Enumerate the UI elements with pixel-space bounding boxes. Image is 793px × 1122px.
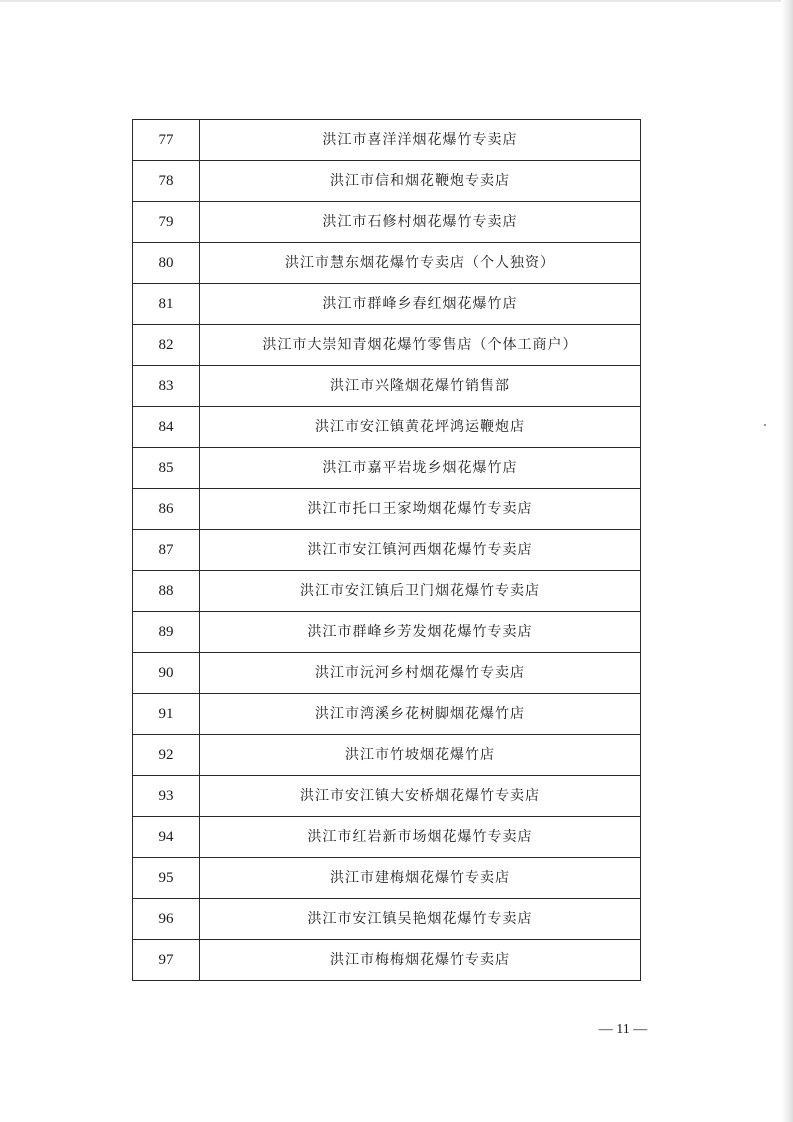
row-number: 82 [133,325,200,366]
table-row [133,202,641,243]
scan-speck [764,424,766,426]
store-name: 洪江市喜洋洋烟花爆竹专卖店 [200,120,641,161]
row-number: 94 [133,817,200,858]
store-name: 洪江市湾溪乡花树脚烟花爆竹店 [200,694,641,735]
row-number: 84 [133,407,200,448]
table-row [133,940,641,981]
table-row [133,735,641,776]
table-row [133,858,641,899]
store-name: 洪江市石修村烟花爆竹专卖店 [200,202,641,243]
row-number: 78 [133,161,200,202]
store-name: 洪江市安江镇大安桥烟花爆竹专卖店 [200,776,641,817]
row-number: 96 [133,899,200,940]
row-number: 85 [133,448,200,489]
table-row [133,366,641,407]
row-number: 77 [133,120,200,161]
table-row [133,530,641,571]
row-number: 95 [133,858,200,899]
table-row [133,653,641,694]
store-name: 洪江市信和烟花鞭炮专卖店 [200,161,641,202]
table-row [133,120,641,161]
row-number: 86 [133,489,200,530]
store-name: 洪江市嘉平岩垅乡烟花爆竹店 [200,448,641,489]
table-row [133,407,641,448]
page-number: — 11 — [598,1022,648,1037]
store-name: 洪江市兴隆烟花爆竹销售部 [200,366,641,407]
row-number: 90 [133,653,200,694]
store-name: 洪江市安江镇河西烟花爆竹专卖店 [200,530,641,571]
store-name: 洪江市沅河乡村烟花爆竹专卖店 [200,653,641,694]
table-row [133,899,641,940]
row-number: 97 [133,940,200,981]
store-name: 洪江市梅梅烟花爆竹专卖店 [200,940,641,981]
table-row [133,694,641,735]
table-row [133,161,641,202]
table-row [133,612,641,653]
store-name: 洪江市托口王家坳烟花爆竹专卖店 [200,489,641,530]
store-name: 洪江市建梅烟花爆竹专卖店 [200,858,641,899]
table-row [133,448,641,489]
table-row [133,284,641,325]
row-number: 80 [133,243,200,284]
store-list-table [132,119,641,981]
table-row [133,489,641,530]
row-number: 79 [133,202,200,243]
store-name: 洪江市群峰乡春红烟花爆竹店 [200,284,641,325]
store-name: 洪江市红岩新市场烟花爆竹专卖店 [200,817,641,858]
scan-right-shadow [781,0,793,1122]
store-name: 洪江市大崇知青烟花爆竹零售店（个体工商户） [200,325,641,366]
row-number: 81 [133,284,200,325]
table-row [133,325,641,366]
row-number: 88 [133,571,200,612]
store-name: 洪江市群峰乡芳发烟花爆竹专卖店 [200,612,641,653]
scan-top-edge [0,0,793,2]
row-number: 91 [133,694,200,735]
row-number: 87 [133,530,200,571]
table-row [133,243,641,284]
store-name: 洪江市安江镇黄花坪鸿运鞭炮店 [200,407,641,448]
table-row [133,776,641,817]
table-row [133,571,641,612]
row-number: 89 [133,612,200,653]
row-number: 83 [133,366,200,407]
store-name: 洪江市竹坡烟花爆竹店 [200,735,641,776]
store-name: 洪江市安江镇吴艳烟花爆竹专卖店 [200,899,641,940]
row-number: 93 [133,776,200,817]
store-name: 洪江市安江镇后卫门烟花爆竹专卖店 [200,571,641,612]
table-row [133,817,641,858]
store-name: 洪江市慧东烟花爆竹专卖店（个人独资） [200,243,641,284]
row-number: 92 [133,735,200,776]
